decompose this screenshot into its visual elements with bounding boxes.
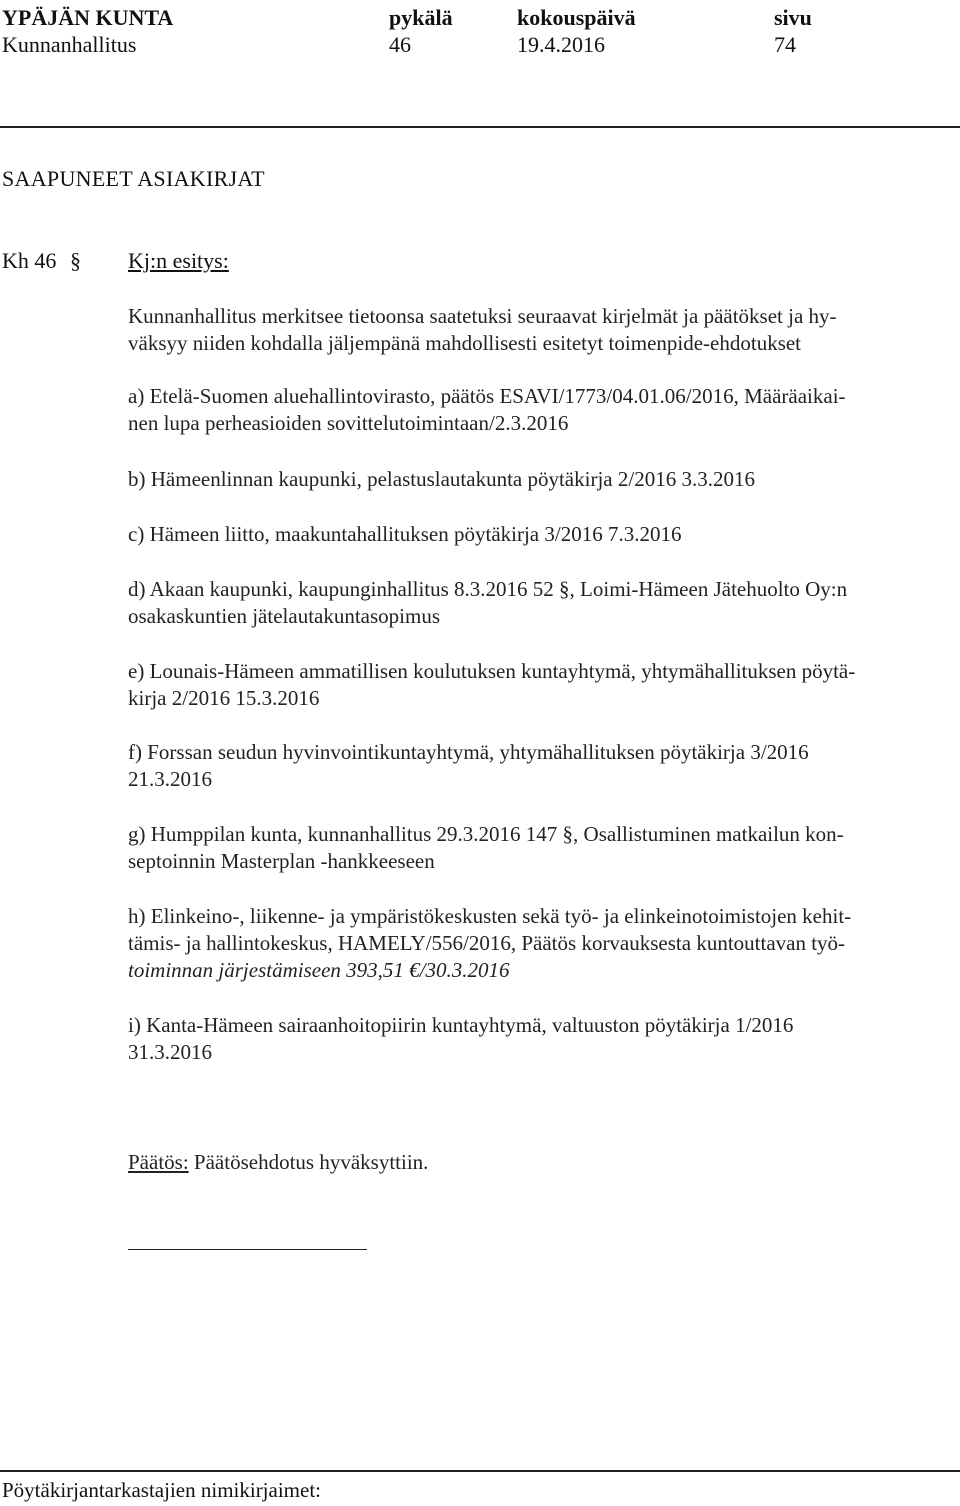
- list-item-g: g) Humppilan kunta, kunnanhallitus 29.3.2016 147 §, Osallistuminen matkailun kon-: [128, 822, 844, 846]
- decision-label: Päätös:: [128, 1150, 189, 1174]
- proposal-heading: Kj:n esitys:: [128, 248, 229, 273]
- page-title: SAAPUNEET ASIAKIRJAT: [2, 166, 265, 191]
- decision: [128, 1149, 428, 1176]
- pykala-value: 46: [389, 32, 411, 57]
- list-item-a: a) Etelä-Suomen aluehallintovirasto, päätös ESAVI/1773/04.01.06/2016, Määräaikai-: [128, 384, 846, 408]
- body-name: Kunnanhallitus: [2, 32, 137, 57]
- signature-line: [128, 1249, 367, 1250]
- list-item-d: d) Akaan kaupunki, kaupunginhallitus 8.3.2016 52 §, Loimi-Hämeen Jätehuolto Oy:n: [128, 577, 848, 601]
- list-item-i: 31.3.2016: [128, 1040, 212, 1064]
- list-item-c: c) Hämeen liitto, maakuntahallituksen pöytäkirja 3/2016 7.3.2016: [128, 522, 682, 546]
- list-item-e: e) Lounais-Hämeen ammatillisen koulutuksen kuntayhtymä, yhtymähallituksen pöytä-: [128, 659, 856, 683]
- list-item-a: nen lupa perheasioiden sovittelutoimintaan/2.3.2016: [128, 411, 569, 435]
- list-item-e: kirja 2/2016 15.3.2016: [128, 686, 320, 710]
- footer-initials-label: Pöytäkirjantarkastajien nimikirjaimet:: [2, 1478, 321, 1502]
- municipality-name: YPÄJÄN KUNTA: [2, 5, 174, 30]
- intro-line: väksyy niiden kohdalla jäljempänä mahdollisesti esitetyt toimenpide-ehdotukset: [128, 331, 802, 355]
- list-item-f: f) Forssan seudun hyvinvointikuntayhtymä, yhtymähallituksen pöytäkirja 3/2016: [128, 740, 809, 764]
- page-value: 74: [774, 32, 796, 57]
- list-item-g: septoinnin Masterplan -hankkeeseen: [128, 849, 435, 873]
- list-item-h: h) Elinkeino-, liikenne- ja ympäristökeskusten sekä työ- ja elinkeinotoimistojen kehit-: [128, 904, 852, 928]
- list-item-b: b) Hämeenlinnan kaupunki, pelastuslautakunta pöytäkirja 2/2016 3.3.2016: [128, 467, 755, 491]
- header-divider: [0, 126, 960, 128]
- list-item-h: toiminnan järjestämiseen 393,51 €/30.3.2016: [128, 958, 510, 982]
- section-mark: §: [70, 248, 81, 273]
- list-item-i: i) Kanta-Hämeen sairaanhoitopiirin kuntayhtymä, valtuuston pöytäkirja 1/2016: [128, 1013, 794, 1037]
- page-label: sivu: [774, 5, 812, 30]
- intro-line: Kunnanhallitus merkitsee tietoonsa saatetuksi seuraavat kirjelmät ja päätökset ja hy-: [128, 304, 837, 328]
- section-number: Kh 46: [2, 248, 57, 273]
- pykala-label: pykälä: [389, 5, 453, 30]
- list-item-d: osakaskuntien jätelautakuntasopimus: [128, 604, 441, 628]
- date-value: 19.4.2016: [517, 32, 605, 57]
- list-item-f: 21.3.2016: [128, 767, 212, 791]
- list-item-h: tämis- ja hallintokeskus, HAMELY/556/2016, Päätös korvauksesta kuntouttavan työ-: [128, 931, 846, 955]
- date-label: kokouspäivä: [517, 5, 636, 30]
- footer-divider: [0, 1470, 960, 1472]
- decision-text: Päätösehdotus hyväksyttiin.: [193, 1150, 429, 1174]
